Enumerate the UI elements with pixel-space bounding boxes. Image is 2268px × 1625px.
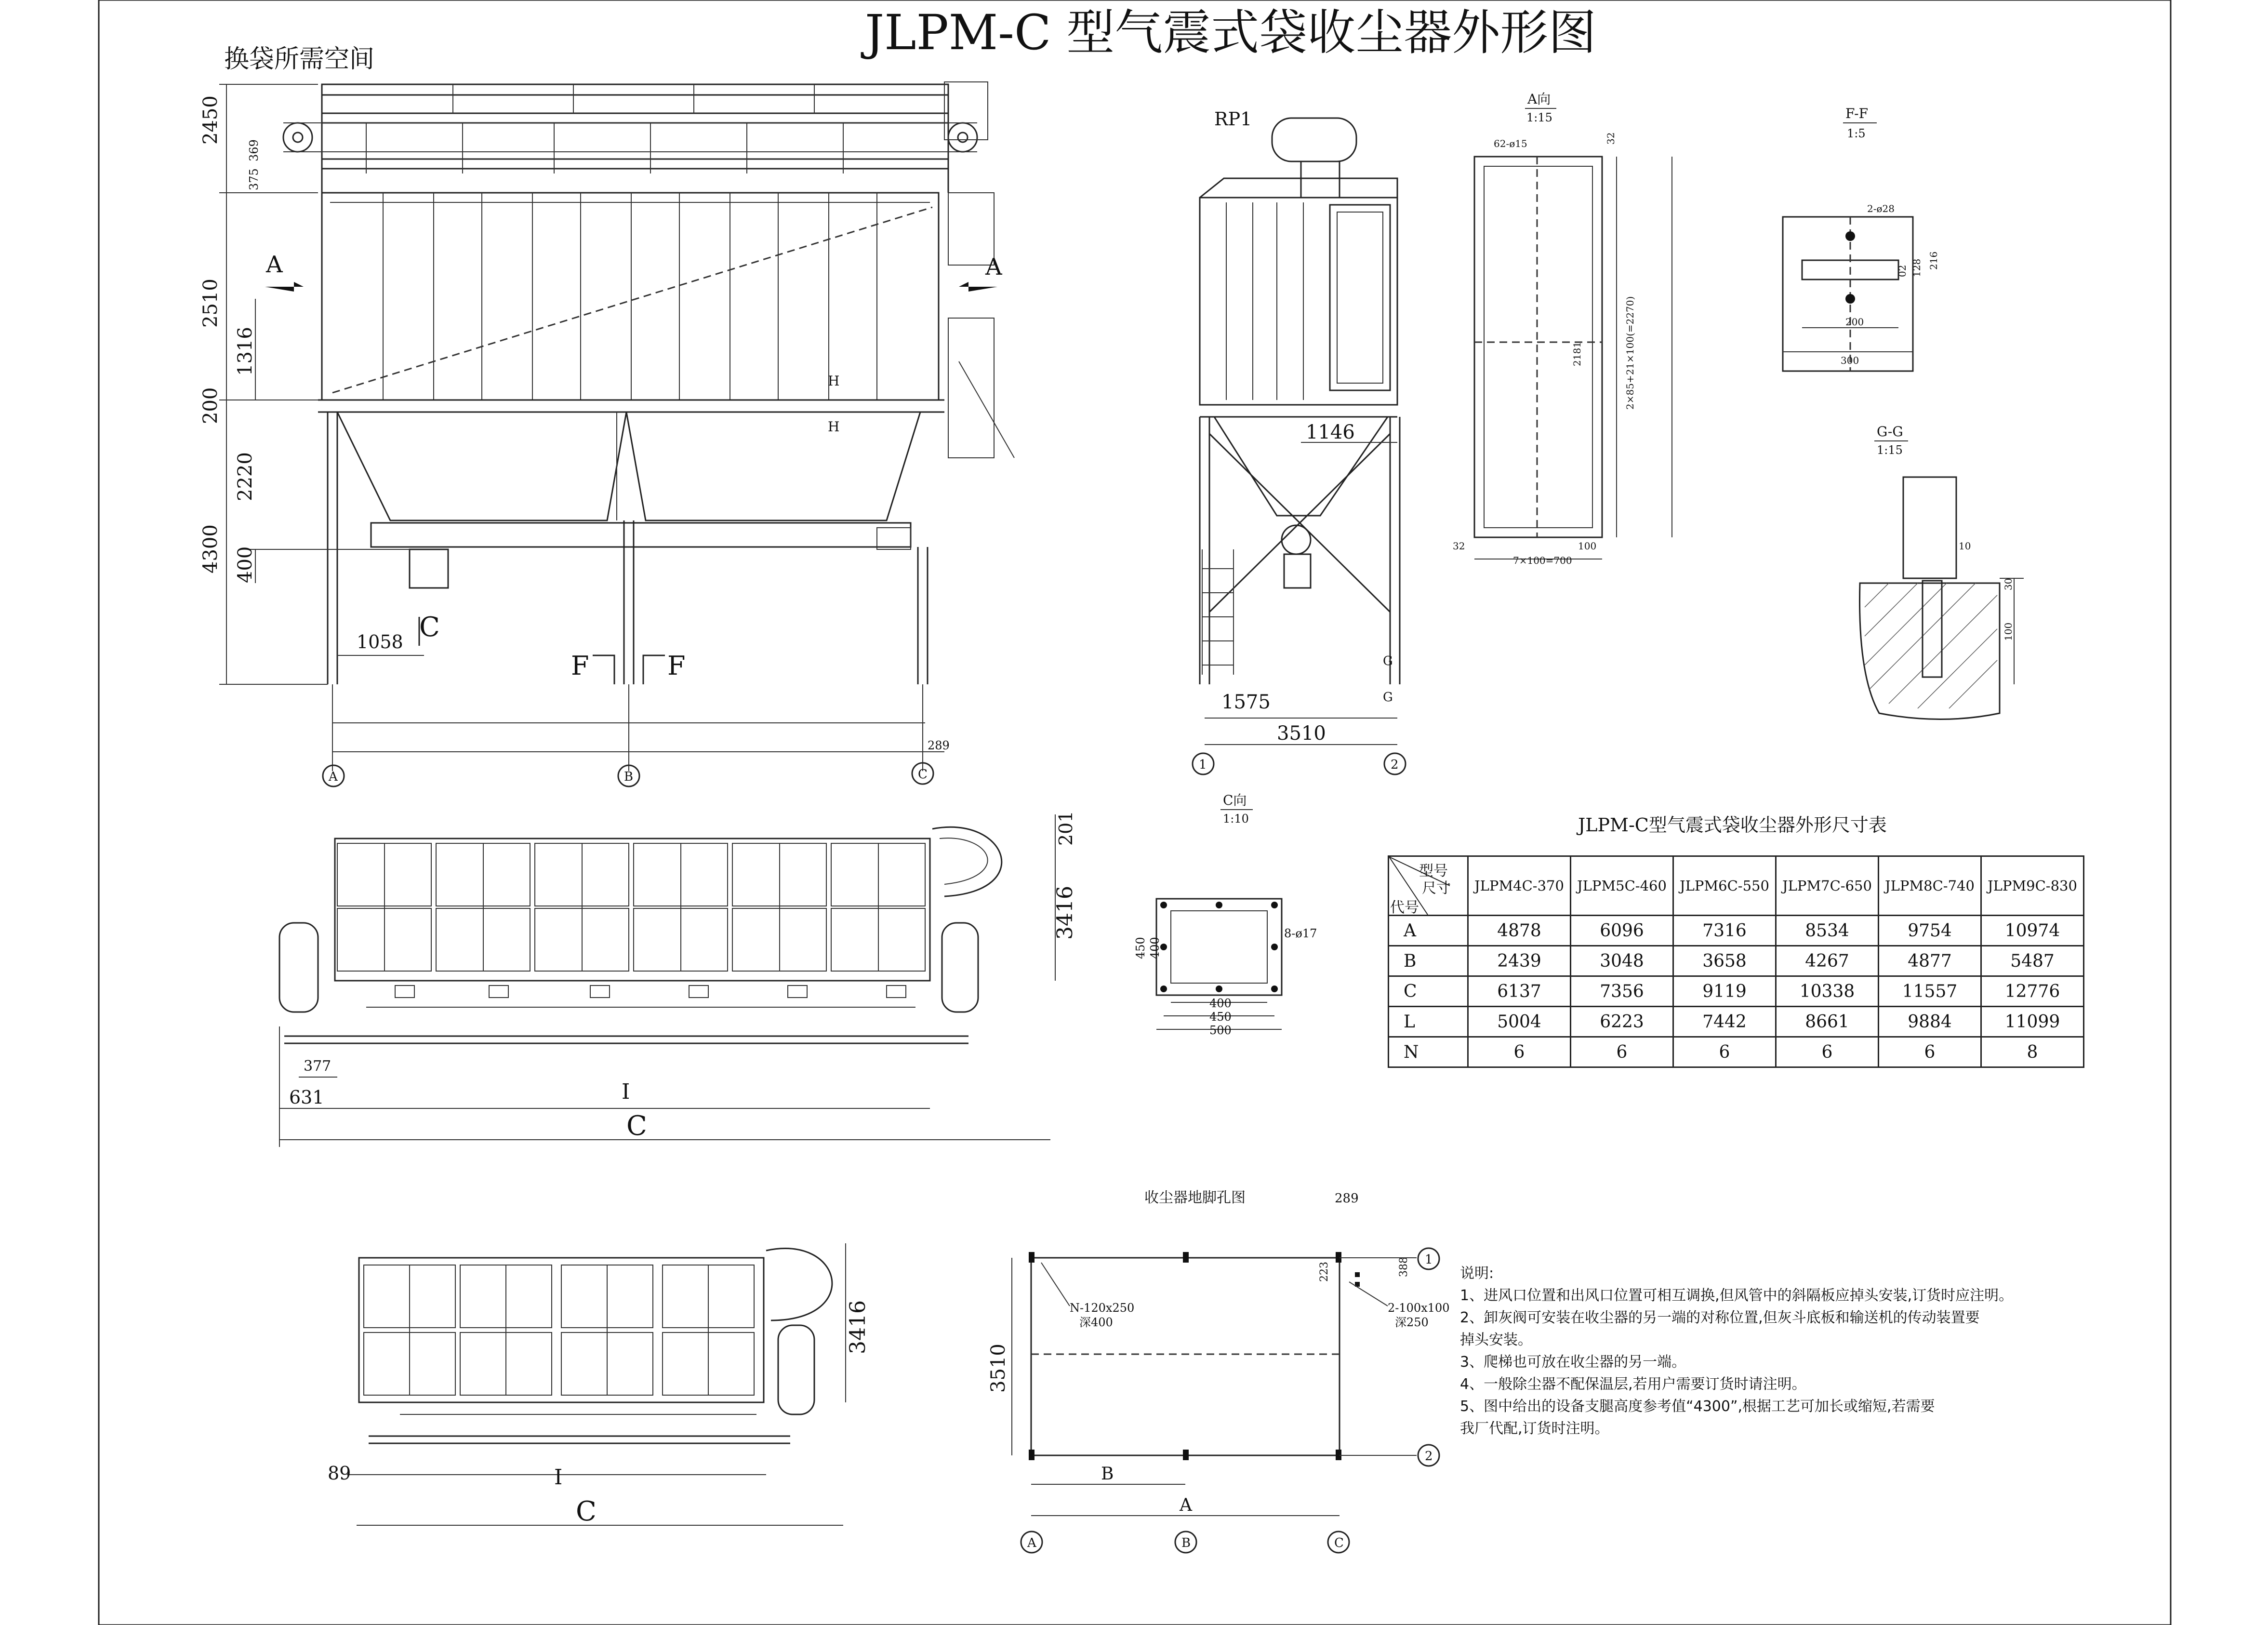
table-cell: 4878 <box>1468 916 1571 946</box>
foundation-hole-main: N-120x250 <box>1070 1301 1135 1315</box>
foundation-title: 收尘器地脚孔图 <box>1144 1189 1246 1206</box>
table-cell: 9754 <box>1879 916 1981 946</box>
table-cell: 5487 <box>1981 946 2084 976</box>
section-gg-100: 100 <box>2003 622 2014 641</box>
table-cell: 7316 <box>1673 916 1776 946</box>
section-gg-title: G-G <box>1877 424 1903 440</box>
table-header: JLPM7C-650 <box>1776 856 1879 916</box>
view-a-100: 100 <box>1578 540 1597 552</box>
table-cell: 10974 <box>1981 916 2084 946</box>
table-cell: 6137 <box>1468 976 1571 1007</box>
dim-1316: 1316 <box>234 327 256 376</box>
table-cell: 6223 <box>1571 1007 1673 1037</box>
section-ff-holes: 2-ø28 <box>1867 203 1895 214</box>
front-view <box>199 82 1014 786</box>
table-cell: 7442 <box>1673 1007 1776 1037</box>
table-cell: 12776 <box>1981 976 2084 1007</box>
section-gg <box>1860 424 2024 719</box>
dim-2220: 2220 <box>234 452 256 501</box>
table-corner <box>1389 856 1468 916</box>
table-cell: 4877 <box>1879 946 1981 976</box>
table-cell: 3048 <box>1571 946 1673 976</box>
foundation-axis-c: C <box>1334 1536 1344 1550</box>
arrow-a-right: A <box>985 253 1002 280</box>
view-a-scale: 1:15 <box>1526 111 1552 124</box>
bag-space-label: 换袋所需空间 <box>224 45 375 74</box>
foundation-hole-small: 2-100x100 <box>1388 1301 1450 1315</box>
table-cell: 8534 <box>1776 916 1879 946</box>
small-plan-c: C <box>576 1496 597 1527</box>
plan-dim-3416: 3416 <box>1053 886 1077 940</box>
note-item: 1、进风口位置和出风口位置可相互调换,但风管中的斜隔板应掉头安装,订货时应注明。 <box>1460 1287 2014 1304</box>
table-cell: 11099 <box>1981 1007 2084 1037</box>
table-row <box>1389 1037 2084 1067</box>
table-header: JLPM6C-550 <box>1673 856 1776 916</box>
section-ff-216: 216 <box>1928 251 1939 270</box>
dim-3510: 3510 <box>1277 722 1326 745</box>
plan-dim-201: 201 <box>1055 811 1076 846</box>
dim-2450: 2450 <box>199 95 222 145</box>
foundation-hole-main-depth: 深400 <box>1079 1316 1113 1329</box>
table-cell: 6 <box>1879 1037 1981 1067</box>
section-ff-02: 02 <box>1897 265 1908 277</box>
note-item: 5、图中给出的设备支腿高度参考值“4300”,根据工艺可加长或缩短,若需要 <box>1460 1398 1935 1415</box>
foundation-dim-3510: 3510 <box>987 1344 1009 1393</box>
table-cell: 2439 <box>1468 946 1571 976</box>
view-a-title: A向 <box>1527 91 1551 107</box>
view-c-400-v: 400 <box>1148 937 1162 959</box>
table-row-label: L <box>1389 1007 1468 1037</box>
view-a-holes: 62-ø15 <box>1494 138 1527 149</box>
view-c-450-v: 450 <box>1134 937 1147 959</box>
side-axis-1: 1 <box>1199 758 1207 772</box>
table-cell: 7356 <box>1571 976 1673 1007</box>
table-corner-size: 尺寸 <box>1422 880 1451 897</box>
section-g-bottom: G <box>1383 690 1393 705</box>
plan-dim-377: 377 <box>304 1058 332 1075</box>
view-a-32-bottom: 32 <box>1453 540 1465 552</box>
table-title: JLPM-C型气震式袋收尘器外形尺寸表 <box>1578 814 1887 836</box>
plan-view-small <box>328 1243 870 1527</box>
foundation-dim-289: 289 <box>1335 1191 1359 1206</box>
foundation-plan <box>987 1189 1450 1553</box>
plan-dim-631: 631 <box>289 1087 324 1108</box>
dim-1575: 1575 <box>1221 691 1271 713</box>
front-axis-b: B <box>624 770 634 784</box>
plan-view <box>279 811 1077 1147</box>
note-item: 我厂代配,订货时注明。 <box>1460 1420 1609 1437</box>
dim-375: 375 <box>247 168 261 190</box>
small-plan-89: 89 <box>328 1463 351 1484</box>
table-row <box>1389 1007 2084 1037</box>
foundation-row-1: 1 <box>1425 1252 1433 1267</box>
notes-heading: 说明: <box>1460 1265 1494 1282</box>
table-cell: 6 <box>1673 1037 1776 1067</box>
foundation-hole-small-depth: 深250 <box>1395 1316 1429 1329</box>
foundation-row-2: 2 <box>1425 1449 1433 1464</box>
table-cell: 8 <box>1981 1037 2084 1067</box>
table-header-row <box>1389 856 2084 916</box>
dim-2510: 2510 <box>199 279 222 328</box>
section-ff-128: 128 <box>1911 258 1923 277</box>
view-a-2270: 2×85+21×100(=2270) <box>1624 296 1636 410</box>
side-view <box>1193 108 1406 774</box>
view-c-400-h: 400 <box>1209 997 1232 1010</box>
plan-dim-c: C <box>626 1110 647 1142</box>
view-c-title: C向 <box>1223 792 1247 808</box>
view-a-700: 7×100=700 <box>1513 555 1572 566</box>
section-h-bottom: H <box>828 419 840 435</box>
section-h-top: H <box>828 373 840 389</box>
table-cell: 6 <box>1776 1037 1879 1067</box>
foundation-axis-a: A <box>1027 1536 1036 1550</box>
drawing-title: JLPM-C 型气震式袋收尘器外形图 <box>865 4 1597 61</box>
dim-1058: 1058 <box>357 631 403 653</box>
note-item: 4、一般除尘器不配保温层,若用户需要订货时请注明。 <box>1460 1376 1806 1393</box>
section-ff-title: F-F <box>1845 106 1869 121</box>
table-cell: 9884 <box>1879 1007 1981 1037</box>
arrow-a-left: A <box>266 251 283 278</box>
view-a <box>1453 91 1672 566</box>
foundation-dim-388: 223 <box>1318 1262 1330 1282</box>
section-g-top: G <box>1383 654 1393 668</box>
table-header: JLPM5C-460 <box>1571 856 1673 916</box>
table-cell: 5004 <box>1468 1007 1571 1037</box>
small-plan-l: I <box>554 1465 563 1490</box>
table-corner-model: 型号 <box>1419 863 1448 879</box>
section-ff-300: 300 <box>1841 355 1859 366</box>
table-cell: 4267 <box>1776 946 1879 976</box>
view-c-marker: C <box>419 612 440 643</box>
section-gg-scale: 1:15 <box>1877 443 1903 457</box>
table-cell: 9119 <box>1673 976 1776 1007</box>
table-row-label: N <box>1389 1037 1468 1067</box>
section-f-left: F <box>571 651 589 681</box>
table-cell: 6 <box>1468 1037 1571 1067</box>
section-ff <box>1783 106 1939 371</box>
view-a-2181: 2181 <box>1571 342 1583 366</box>
foundation-axis-b: B <box>1181 1536 1191 1550</box>
dim-400: 400 <box>234 546 256 583</box>
section-ff-scale: 1:5 <box>1847 127 1866 140</box>
foundation-dim-568: 388 <box>1398 1257 1410 1277</box>
dimension-table <box>1388 855 2084 1068</box>
table-cell: 10338 <box>1776 976 1879 1007</box>
note-item: 3、爬梯也可放在收尘器的另一端。 <box>1460 1354 1686 1371</box>
note-item: 2、卸灰阀可安装在收尘器的另一端的对称位置,但灰斗底板和输送机的传动装置要 <box>1460 1309 1980 1326</box>
table-row <box>1389 976 2084 1007</box>
table-cell: 6096 <box>1571 916 1673 946</box>
foundation-dim-b: B <box>1101 1464 1114 1484</box>
plan-dim-l: I <box>622 1079 630 1104</box>
table-header: JLPM8C-740 <box>1879 856 1981 916</box>
table-cell: 8661 <box>1776 1007 1879 1037</box>
view-c-holes: 8-ø17 <box>1284 927 1317 940</box>
table-row <box>1389 916 2084 946</box>
table-header: JLPM9C-830 <box>1981 856 2084 916</box>
table-row <box>1389 946 2084 976</box>
section-f-right: F <box>667 651 686 681</box>
table-header: JLPM4C-370 <box>1468 856 1571 916</box>
note-item: 掉头安装。 <box>1460 1332 1532 1348</box>
dim-1146: 1146 <box>1306 421 1355 443</box>
table-corner-code: 代号 <box>1390 899 1419 916</box>
section-gg-10: 10 <box>1959 540 1971 552</box>
table-cell: 11557 <box>1879 976 1981 1007</box>
view-c <box>1134 792 1317 1037</box>
foundation-dim-a: A <box>1180 1495 1192 1515</box>
table-row-label: A <box>1389 916 1468 946</box>
view-c-450-h: 450 <box>1209 1010 1232 1024</box>
dim-369: 369 <box>247 139 261 161</box>
table-row-label: B <box>1389 946 1468 976</box>
dim-4300: 4300 <box>199 524 222 573</box>
view-c-500-h: 500 <box>1209 1024 1232 1037</box>
notes-block <box>1460 1263 2135 1440</box>
valve-rp1: RP1 <box>1214 108 1252 130</box>
front-axis-c: C <box>918 767 928 782</box>
table-cell: 6 <box>1571 1037 1673 1067</box>
table-row-label: C <box>1389 976 1468 1007</box>
view-c-scale: 1:10 <box>1223 812 1249 826</box>
dim-289: 289 <box>928 739 950 752</box>
small-plan-3416: 3416 <box>846 1300 870 1354</box>
section-gg-30: 30 <box>2003 578 2014 590</box>
front-axis-a: A <box>329 770 338 784</box>
dim-200: 200 <box>199 387 222 424</box>
view-a-32-top: 32 <box>1605 132 1617 145</box>
section-ff-200: 200 <box>1845 316 1864 328</box>
table-cell: 3658 <box>1673 946 1776 976</box>
side-axis-2: 2 <box>1391 758 1399 772</box>
